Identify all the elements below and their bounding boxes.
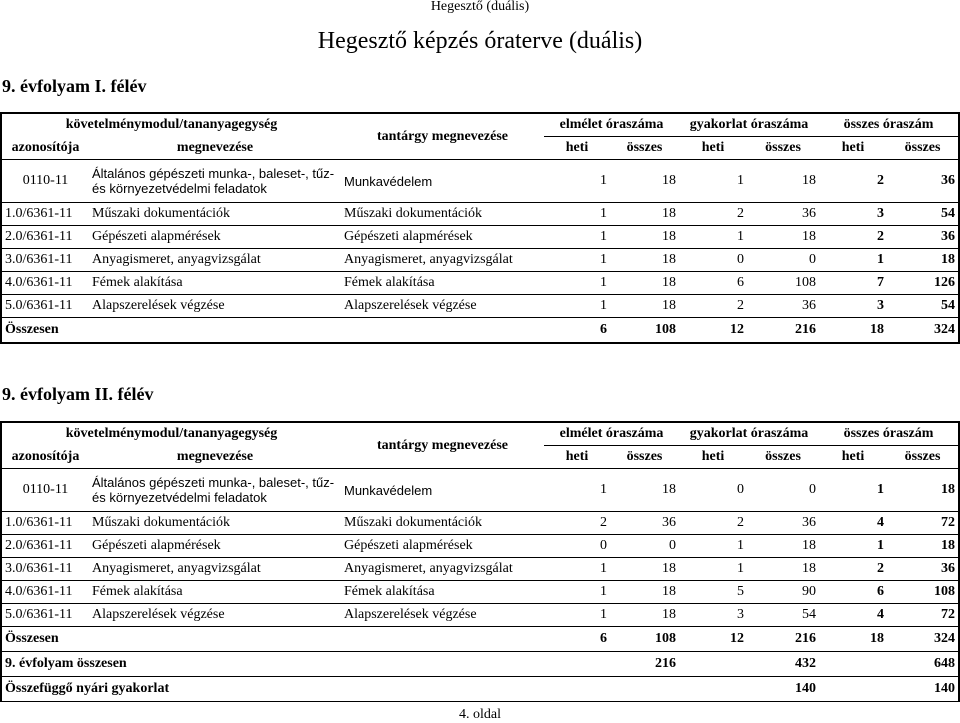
col-osszes-oraszam: összes óraszám — [819, 422, 959, 446]
osszes-osszes: 18 — [887, 469, 959, 512]
osszes-osszes: 18 — [887, 535, 959, 558]
elmelet-heti: 0 — [544, 535, 610, 558]
col-heti: heti — [819, 446, 887, 469]
col-osszes: összes — [610, 137, 679, 160]
row-id: 2.0/6361-11 — [1, 226, 89, 249]
col-heti: heti — [544, 446, 610, 469]
semester-1-title: 9. évfolyam I. félév — [2, 76, 147, 96]
header-row-1 — [1, 422, 959, 446]
row-subject: Fémek alakítása — [341, 581, 544, 604]
table-row — [1, 558, 959, 581]
header-row-1 — [1, 113, 959, 137]
elmelet-heti: 1 — [544, 203, 610, 226]
gyakorlat-heti: 1 — [679, 226, 747, 249]
table-row — [1, 160, 959, 203]
gyakorlat-osszes: 90 — [747, 581, 819, 604]
row-id: 2.0/6361-11 — [1, 535, 89, 558]
osszes-osszes: 36 — [887, 160, 959, 203]
gyakorlat-osszes: 54 — [747, 604, 819, 627]
total-osszes-heti: 18 — [819, 627, 887, 652]
row-id: 3.0/6361-11 — [1, 249, 89, 272]
gyakorlat-heti: 1 — [679, 535, 747, 558]
row-name: Fémek alakítása — [89, 272, 341, 295]
col-kovetelmeny: követelménymodul/tananyagegység — [65, 426, 278, 442]
gyakorlat-osszes: 108 — [747, 272, 819, 295]
row-name: Anyagismeret, anyagvizsgálat — [89, 249, 341, 272]
table-row — [1, 249, 959, 272]
row-subject: Anyagismeret, anyagvizsgálat — [341, 558, 544, 581]
gyakorlat-osszes: 18 — [747, 558, 819, 581]
col-elmelet: elmélet óraszáma — [544, 422, 679, 446]
elmelet-heti: 1 — [544, 295, 610, 318]
gyakorlat-heti: 2 — [679, 512, 747, 535]
elmelet-osszes: 18 — [610, 203, 679, 226]
elmelet-osszes: 18 — [610, 469, 679, 512]
total-row — [1, 627, 959, 652]
table-row — [1, 295, 959, 318]
elmelet-osszes: 18 — [610, 272, 679, 295]
total-elmelet-osszes: 108 — [610, 318, 679, 344]
col-azonositoja: azonosítója — [1, 137, 89, 160]
summer-practice-label: Összefüggő nyári gyakorlat — [1, 677, 544, 702]
summer-practice-osszes: 140 — [887, 677, 959, 702]
gyakorlat-osszes: 0 — [747, 469, 819, 512]
table-row — [1, 535, 959, 558]
col-osszes: összes — [610, 446, 679, 469]
elmelet-osszes: 18 — [610, 581, 679, 604]
row-subject: Anyagismeret, anyagvizsgálat — [341, 249, 544, 272]
year-total-osszes: 648 — [887, 652, 959, 677]
gyakorlat-heti: 1 — [679, 558, 747, 581]
col-gyakorlat: gyakorlat óraszáma — [679, 422, 819, 446]
col-osszes: összes — [887, 446, 959, 469]
col-heti: heti — [679, 446, 747, 469]
row-id: 4.0/6361-11 — [1, 272, 89, 295]
total-elmelet-osszes: 108 — [610, 627, 679, 652]
col-azonositoja: azonosítója — [1, 446, 89, 469]
col-megnevezese: megnevezése — [89, 446, 341, 469]
row-name: Gépészeti alapmérések — [89, 535, 341, 558]
row-subject: Alapszerelések végzése — [341, 604, 544, 627]
gyakorlat-osszes: 18 — [747, 535, 819, 558]
col-tantargy: tantárgy megnevezése — [341, 113, 544, 160]
summer-practice-row — [1, 677, 959, 702]
row-subject: Alapszerelések végzése — [341, 295, 544, 318]
elmelet-osszes: 36 — [610, 512, 679, 535]
col-megnevezese: megnevezése — [89, 137, 341, 160]
row-name: Alapszerelések végzése — [89, 604, 341, 627]
row-subject: Gépészeti alapmérések — [341, 535, 544, 558]
table-row — [1, 226, 959, 249]
osszes-osszes: 54 — [887, 203, 959, 226]
row-subject: Munkavédelem — [341, 469, 544, 512]
row-name: Általános gépészeti munka-, baleset-, tűz- és környezetvédelmi feladatok — [89, 469, 341, 512]
elmelet-heti: 1 — [544, 558, 610, 581]
row-id: 4.0/6361-11 — [1, 581, 89, 604]
osszes-heti: 1 — [819, 249, 887, 272]
elmelet-osszes: 0 — [610, 535, 679, 558]
col-osszes: összes — [887, 137, 959, 160]
row-id: 0110-11 — [1, 469, 89, 512]
row-name: Általános gépészeti munka-, baleset-, tűz- és környezetvédelmi feladatok — [89, 160, 341, 203]
table-row — [1, 272, 959, 295]
elmelet-heti: 1 — [544, 226, 610, 249]
gyakorlat-heti: 0 — [679, 469, 747, 512]
col-kovetelmeny: követelménymodul/tananyagegység — [65, 117, 278, 133]
year-total-gyakorlat: 432 — [747, 652, 819, 677]
table-row — [1, 581, 959, 604]
col-gyakorlat: gyakorlat óraszáma — [679, 113, 819, 137]
row-name: Anyagismeret, anyagvizsgálat — [89, 558, 341, 581]
col-elmelet: elmélet óraszáma — [544, 113, 679, 137]
total-label: Összesen — [1, 627, 544, 652]
year-total-elmelet: 216 — [610, 652, 679, 677]
elmelet-osszes: 18 — [610, 249, 679, 272]
elmelet-heti: 1 — [544, 469, 610, 512]
semester-2-title: 9. évfolyam II. félév — [2, 384, 154, 404]
osszes-osszes: 72 — [887, 604, 959, 627]
total-osszes-heti: 18 — [819, 318, 887, 344]
elmelet-heti: 1 — [544, 160, 610, 203]
semester-2-table — [0, 421, 960, 702]
document-title: Hegesztő képzés óraterve (duális) — [317, 28, 643, 54]
col-heti: heti — [544, 137, 610, 160]
osszes-heti: 2 — [819, 558, 887, 581]
osszes-heti: 2 — [819, 160, 887, 203]
osszes-osszes: 36 — [887, 226, 959, 249]
total-gyakorlat-osszes: 216 — [747, 627, 819, 652]
row-id: 5.0/6361-11 — [1, 604, 89, 627]
year-total-label: 9. évfolyam összesen — [1, 652, 544, 677]
total-elmelet-heti: 6 — [544, 318, 610, 344]
col-heti: heti — [679, 137, 747, 160]
osszes-osszes: 126 — [887, 272, 959, 295]
col-osszes: összes — [747, 446, 819, 469]
elmelet-osszes: 18 — [610, 558, 679, 581]
total-gyakorlat-heti: 12 — [679, 627, 747, 652]
table-row — [1, 512, 959, 535]
row-subject: Gépészeti alapmérések — [341, 226, 544, 249]
gyakorlat-heti: 2 — [679, 295, 747, 318]
gyakorlat-heti: 3 — [679, 604, 747, 627]
row-subject: Műszaki dokumentációk — [341, 512, 544, 535]
row-id: 0110-11 — [1, 160, 89, 203]
year-total-row — [1, 652, 959, 677]
osszes-heti: 4 — [819, 512, 887, 535]
gyakorlat-heti: 1 — [679, 160, 747, 203]
gyakorlat-heti: 5 — [679, 581, 747, 604]
osszes-osszes: 108 — [887, 581, 959, 604]
osszes-osszes: 54 — [887, 295, 959, 318]
elmelet-heti: 2 — [544, 512, 610, 535]
row-name: Fémek alakítása — [89, 581, 341, 604]
elmelet-osszes: 18 — [610, 226, 679, 249]
osszes-heti: 6 — [819, 581, 887, 604]
table-row — [1, 203, 959, 226]
gyakorlat-osszes: 18 — [747, 160, 819, 203]
total-elmelet-heti: 6 — [544, 627, 610, 652]
osszes-heti: 2 — [819, 226, 887, 249]
osszes-heti: 3 — [819, 203, 887, 226]
osszes-osszes: 72 — [887, 512, 959, 535]
total-osszes-osszes: 324 — [887, 318, 959, 344]
total-osszes-osszes: 324 — [887, 627, 959, 652]
elmelet-osszes: 18 — [610, 295, 679, 318]
elmelet-heti: 1 — [544, 581, 610, 604]
row-subject: Munkavédelem — [341, 160, 544, 203]
row-id: 5.0/6361-11 — [1, 295, 89, 318]
osszes-osszes: 36 — [887, 558, 959, 581]
col-heti: heti — [819, 137, 887, 160]
osszes-heti: 1 — [819, 469, 887, 512]
gyakorlat-osszes: 18 — [747, 226, 819, 249]
summer-practice-gyakorlat: 140 — [747, 677, 819, 702]
row-name: Gépészeti alapmérések — [89, 226, 341, 249]
row-subject: Fémek alakítása — [341, 272, 544, 295]
elmelet-osszes: 18 — [610, 604, 679, 627]
page-header: Hegesztő (duális) — [430, 0, 530, 14]
col-osszes-oraszam: összes óraszám — [819, 113, 959, 137]
table-row — [1, 469, 959, 512]
gyakorlat-heti: 6 — [679, 272, 747, 295]
gyakorlat-osszes: 36 — [747, 295, 819, 318]
col-osszes: összes — [747, 137, 819, 160]
row-id: 3.0/6361-11 — [1, 558, 89, 581]
gyakorlat-osszes: 0 — [747, 249, 819, 272]
gyakorlat-heti: 2 — [679, 203, 747, 226]
table-row — [1, 604, 959, 627]
elmelet-heti: 1 — [544, 249, 610, 272]
gyakorlat-heti: 0 — [679, 249, 747, 272]
osszes-heti: 3 — [819, 295, 887, 318]
total-gyakorlat-heti: 12 — [679, 318, 747, 344]
row-name: Műszaki dokumentációk — [89, 203, 341, 226]
elmelet-osszes: 18 — [610, 160, 679, 203]
gyakorlat-osszes: 36 — [747, 203, 819, 226]
row-name: Műszaki dokumentációk — [89, 512, 341, 535]
elmelet-heti: 1 — [544, 604, 610, 627]
row-id: 1.0/6361-11 — [1, 512, 89, 535]
row-id: 1.0/6361-11 — [1, 203, 89, 226]
total-label: Összesen — [1, 318, 544, 344]
semester-1-table — [0, 112, 960, 344]
row-subject: Műszaki dokumentációk — [341, 203, 544, 226]
page-number: 4. oldal — [459, 707, 501, 722]
total-gyakorlat-osszes: 216 — [747, 318, 819, 344]
osszes-heti: 7 — [819, 272, 887, 295]
col-tantargy: tantárgy megnevezése — [341, 422, 544, 469]
row-name: Alapszerelések végzése — [89, 295, 341, 318]
osszes-osszes: 18 — [887, 249, 959, 272]
osszes-heti: 4 — [819, 604, 887, 627]
total-row — [1, 318, 959, 344]
elmelet-heti: 1 — [544, 272, 610, 295]
osszes-heti: 1 — [819, 535, 887, 558]
gyakorlat-osszes: 36 — [747, 512, 819, 535]
